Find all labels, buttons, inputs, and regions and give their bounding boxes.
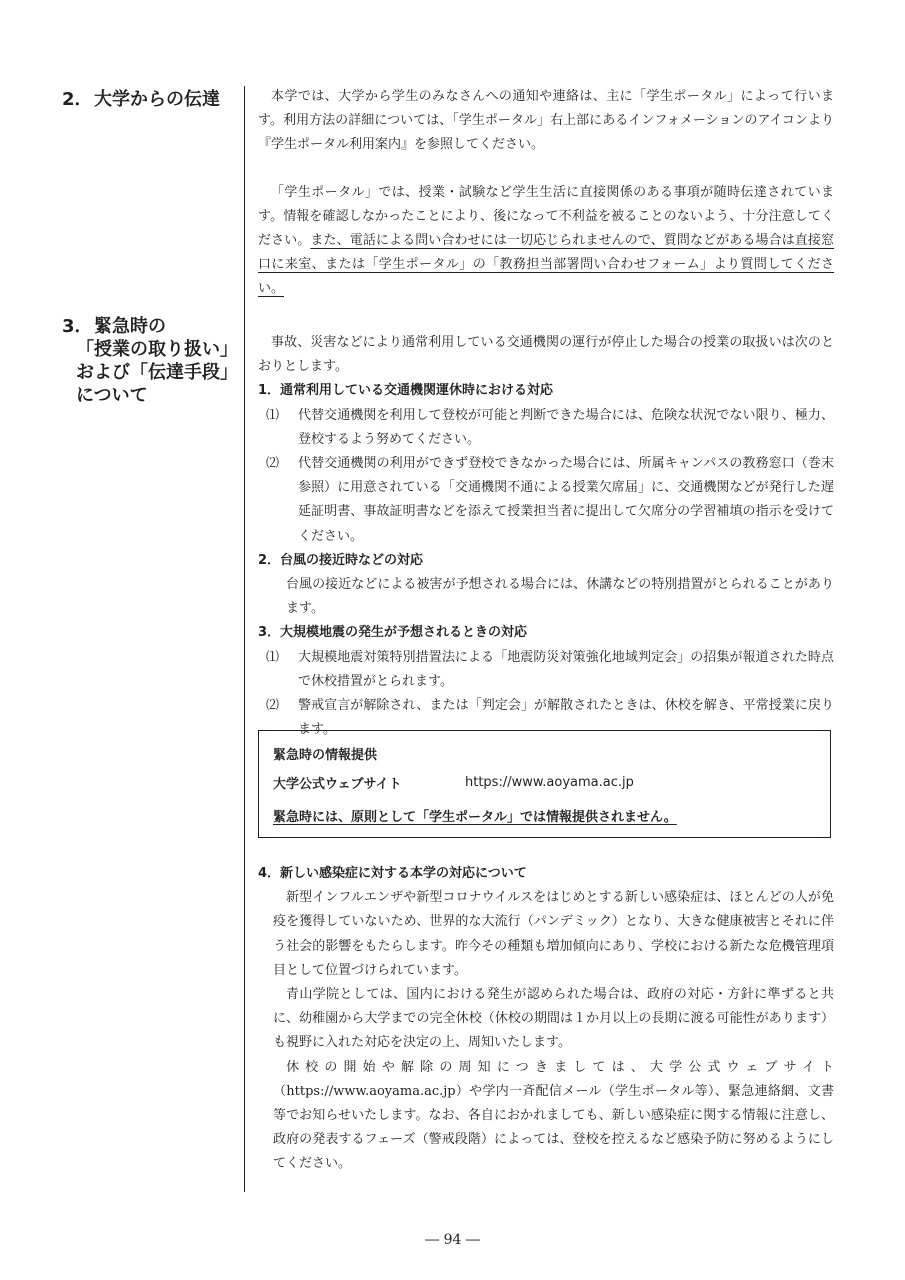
emergency-note-row — [273, 799, 816, 832]
subsection-4-paragraph-2: 青山学院としては、国内における発生が認められた場合は、政府の対応・方針に準ずると共に、幼稚園から大学までの完全休校（休校の期間は１か月以上の長期に渡る可能性があります）も視野に入れた対応を決定の上、周知いたします。 — [273, 987, 834, 1051]
item-text: 警戒宣言が解除され、または「判定会」が解散されたときは、休校を解き、平常授業に戻ります。 — [298, 698, 834, 738]
section-3-title-line-3: および「伝達手段」 — [76, 362, 238, 383]
official-site-url[interactable]: https://www.aoyama.ac.jp — [465, 775, 634, 790]
subsection-1-heading: 1．通常利用している交通機関運休時における対応 — [258, 383, 554, 399]
section-3-title-line-4: について — [76, 385, 148, 406]
emergency-info-title: 緊急時の情報提供 — [273, 748, 378, 763]
column-divider — [244, 86, 245, 1192]
item-text: 大規模地震対策特別措置法による「地震防災対策強化地域判定会」の招集が報道された時点で休校措置がとられます。 — [298, 649, 834, 689]
item-marker: ⑴ — [266, 407, 280, 423]
section-2-body — [258, 85, 834, 302]
subsection-2-text: 台風の接近などによる被害が予想される場合には、休講などの特別措置がとられることがあります。 — [286, 577, 834, 617]
subsection-4-content — [258, 886, 834, 1176]
item-marker: ⑵ — [266, 456, 280, 472]
subsection-3-heading: 3．大規模地震の発生が予想されるときの対応 — [258, 625, 528, 641]
section-3-body-continued — [258, 862, 834, 1177]
section-3-intro: 事故、災害などにより通常利用している交通機関の運行が停止した場合の授業の取扱いは次のとおりとします。 — [258, 335, 834, 375]
item-marker: ⑴ — [266, 649, 280, 665]
emergency-note: 緊急時には、原則として「学生ポータル」では情報提供されません。 — [273, 810, 677, 825]
official-site-label: 大学公式ウェブサイト — [273, 777, 402, 792]
official-site-row — [273, 766, 816, 799]
subsection-4-heading: 4．新しい感染症に対する本学の対応について — [258, 866, 527, 881]
section-2-paragraph-1: 本学では、大学から学生のみなさんへの通知や連絡は、主に「学生ポータル」によって行います。利用方法の詳細については、「学生ポータル」右上部にあるインフォメーションのアイコンより『学生ポータル利用案内』を参照してください。 — [258, 89, 834, 153]
section-3-number: 3． — [62, 316, 93, 337]
item-text: 代替交通機関の利用ができず登校できなかった場合には、所属キャンパスの教務窓口（巻末参照）に用意されている「交通機関不通による授業欠席届」に、交通機関などが発行した遅延証明書、事故証明書などを添えて授業担当者に提出して欠席分の学習補填の指示を受けてください。 — [298, 456, 834, 544]
subsection-4-paragraph-3: 休校の開始や解除の周知につきましては、大学公式ウェブサイト（https://www.aoyama.ac.jp）や学内一斉配信メール（学生ポータル等）、緊急連絡網、文書等でお知らせいたします。なお、各自におかれましても、新しい感染症に関する情報に注意し、政府の発表するフェーズ（警戒段階）によっては、登校を控えるなど感染予防に努めるようにしてください。 — [273, 1059, 834, 1172]
item-marker: ⑵ — [266, 698, 280, 714]
section-3-body — [258, 331, 834, 742]
subsection-3-item-1 — [258, 646, 834, 694]
subsection-4-paragraph-1: 新型インフルエンザや新型コロナウイルスをはじめとする新しい感染症は、ほとんどの人が免疫を獲得していないため、世界的な大流行（パンデミック）となり、大きな健康被害とそれに伴う社会的影響をもたらします。昨今その種類も増加傾向にあり、学校における新たな危機管理項目として位置づけられています。 — [273, 890, 834, 978]
emergency-info-box — [258, 730, 831, 838]
item-text: 代替交通機関を利用して登校が可能と判断できた場合には、危険な状況でない限り、極力、登校するよう努めてください。 — [298, 407, 834, 447]
section-3-title-line-1: 緊急時の — [94, 316, 166, 337]
section-3-title-line-2: 「授業の取り扱い」 — [76, 339, 238, 360]
section-2-number: 2． — [62, 89, 93, 110]
section-2-heading — [62, 88, 240, 111]
section-3-heading — [62, 315, 240, 407]
section-2-paragraph-2 — [258, 181, 834, 302]
section-2-paragraph-2-underlined: また、電話による問い合わせには一切応じられませんので、質問などがある場合は直接窓口に来室、または「学生ポータル」の「教務担当部署問い合わせフォーム」より質問してください。 — [258, 233, 834, 297]
section-2-paragraph-2-plain: 「学生ポータル」では、授業・試験など学生生活に直接関係のある事項が随時伝達されています。情報を確認しなかったことにより、後になって不利益を被ることのないよう、十分注意してください。 — [258, 184, 834, 249]
subsection-2-heading: 2．台風の接近時などの対応 — [258, 552, 424, 568]
page-number: ― 94 ― — [425, 1232, 480, 1248]
subsection-1-item-2 — [258, 452, 834, 549]
section-2-title: 大学からの伝達 — [94, 89, 220, 110]
subsection-1-item-1 — [258, 404, 834, 452]
